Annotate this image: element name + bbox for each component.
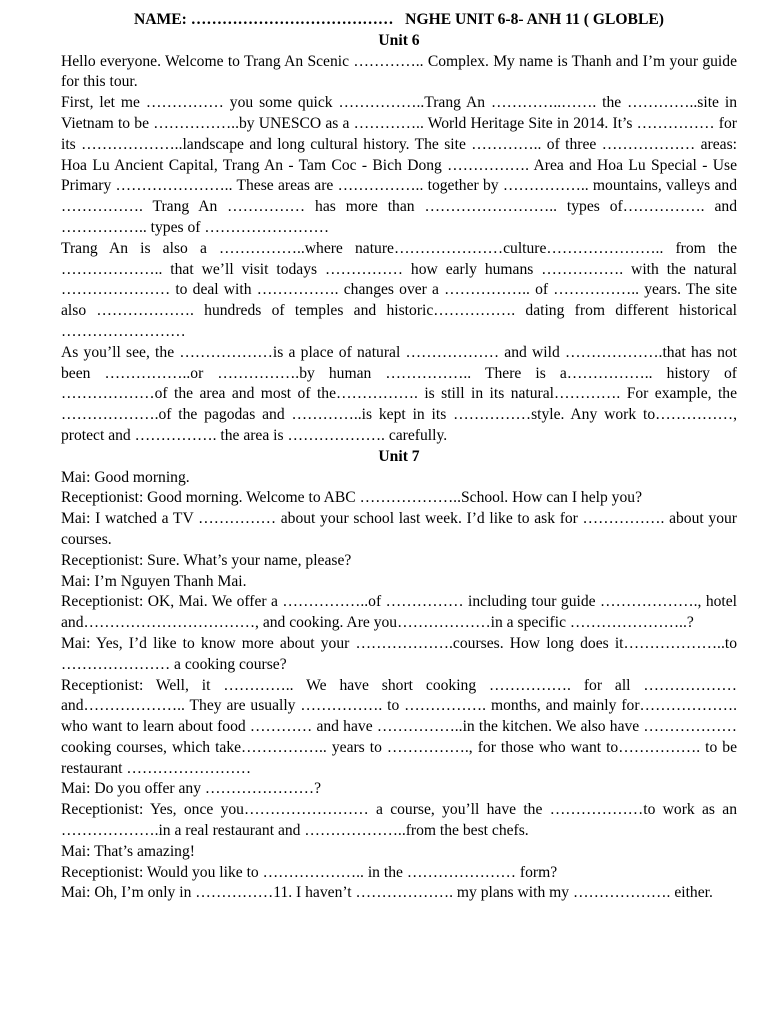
- unit-6-title: Unit 6: [378, 31, 420, 49]
- dialogue-line: Mai: Oh, I’m only in ……………11. I haven’t ………………. my plans with my ………………. either.: [61, 884, 713, 902]
- dialogue-line: Mai: I’m Nguyen Thanh Mai.: [61, 572, 247, 590]
- worksheet-header: NAME: ………………………………… NGHE UNIT 6-8- ANH 11 ( GLOBLE): [134, 11, 664, 28]
- unit-6-paragraph-2: First, let me …………… you some quick ……………..Trang An …………..……. the …………..site in Vietnam to be ……………..by UNESCO as a ………….. World Heritage Site in 2014. It’s …………… for its ………………..landscape and long cultural history. The site ………….. of three ……………… areas: Hoa Lu Ancient Capital, Trang An - Tam Coc - Bich Dong ……………. Area and Hoa Lu Special - Use Primary ………………….. These areas are …………….. together by …………….. mountains, valleys and ……………. Trang An …………… has more than …………………….. types of……………. and …………….. types of ……………………: [61, 94, 737, 236]
- dialogue-line: Receptionist: Yes, once you…………………… a course, you’ll have the ………………to work as an ……………….in a real restaurant and ………………..from the best chefs.: [61, 801, 737, 840]
- unit-6-paragraph-3: Trang An is also a ……………..where nature…………………culture………………….. from the ……………….. that we’ll visit todays …………… how early humans ……………. with the natural ………………… to deal with ……………. changes over a …………….. of …………….. years. The site also ………………. hundreds of temples and historic……………. dating from different historical ……………………: [61, 239, 737, 340]
- dialogue-line: Receptionist: Sure. What’s your name, please?: [61, 551, 352, 569]
- dialogue-line: Mai: Good morning.: [61, 468, 190, 486]
- dialogue-line: Receptionist: Good morning. Welcome to ABC ………………..School. How can I help you?: [61, 489, 642, 507]
- dialogue-line: Receptionist: OK, Mai. We offer a ……………..of …………… including tour guide ………………., hotel and……………………………, and cooking. Are you………………in a specific …………………..?: [61, 593, 737, 632]
- dialogue-line: Mai: That’s amazing!: [61, 842, 195, 860]
- unit-6-paragraph-1: Hello everyone. Welcome to Trang An Scenic ………….. Complex. My name is Thanh and I’m your guide for this tour.: [61, 52, 737, 91]
- dialogue-line: Mai: Do you offer any …………………?: [61, 780, 321, 798]
- unit-6-paragraph-4: As you’ll see, the ………………is a place of natural ……………… and wild ……………….that has not been ……………..or …………….by human …………….. There is a…………….. history of ………………of the area and most of the……………. is still in its natural…………. For example, the ……………….of the pagodas and …………..is kept in its ……………style. Any work to……………, protect and ……………. the area is ………………. carefully.: [61, 343, 737, 444]
- unit-7-title: Unit 7: [378, 447, 420, 465]
- dialogue-line: Receptionist: Well, it ………….. We have short cooking ……………. for all ……………… and……………….. They are usually ……………. to ……………. months, and mainly for………………. who want to learn about food ………… and have ……………..in the kitchen. We also have ……………… cooking courses, which take…………….. years to ……………., for those who want to……………. to be restaurant ……………………: [61, 676, 737, 777]
- dialogue-line: Mai: I watched a TV …………… about your school last week. I’d like to ask for ……………. about your courses.: [61, 510, 737, 548]
- dialogue-line: Mai: Yes, I’d like to know more about your ……………….courses. How long does it………………..to ………………… a cooking course?: [61, 634, 737, 673]
- dialogue-line: Receptionist: Would you like to ……………….. in the ………………… form?: [61, 863, 558, 881]
